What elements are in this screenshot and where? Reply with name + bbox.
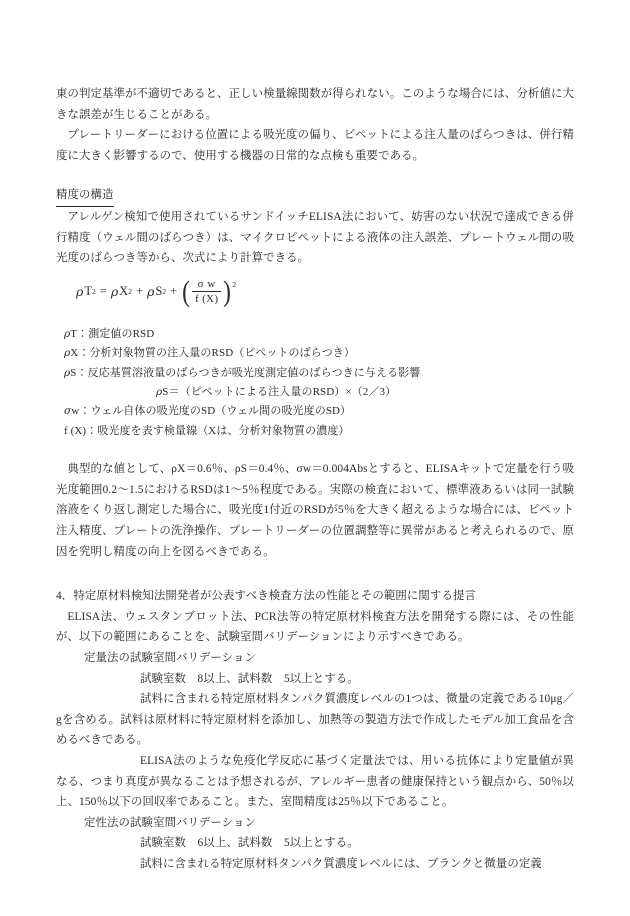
formula-var-s: S [155,284,163,299]
definition-symbol: ρ [64,327,71,340]
quantitative-item-3: ELISA法のような免疫化学反応に基づく定量法では、用いる抗体により定量値が異なる、つまり真度が異なることは予想されるが、アレルギー患者の健康保持という観点から、50％以上、150％以下の回収率であること。また、室間精度は25％以下であること。 [56,754,574,809]
subsection-qualitative-label: 定性法の試験室間バリデーション [84,816,256,829]
formula-paren-open: ( [182,274,191,308]
formula-fraction-group [181,274,237,308]
section4-intro: ELISA法、ウェスタンブロット法、PCR法等の特定原材料検査方法を開発する際には、その性能が、以下の範囲にあることを、試験室間バリデーションにより示すべきである。 [56,610,574,644]
paragraph-precision-intro: アレルゲン検知で使用されているサンドイッチELISA法において、妨害のない状況で達成できる併行精度（ウェル間のばらつき）は、マイクロピペットによる液体の注入誤差、プレートウェル間の吸光度のばらつき等から、次式により計算できる。 [56,210,574,265]
definition-separator: ： [76,366,88,379]
section4-title-text: 特定原材料検知法開発者が公表すべき検査方法の性能とその範囲に関する提言 [73,590,476,603]
definition-variable: X [70,347,79,360]
spacer [56,562,574,586]
quantitative-item-2: 試料に含まれる特定原材料タンパク質濃度レベルの1つは、微量の定義である10μg／gを含める。試料は原材料に特定原材料を添加し、加熱等の製造方法で作成したモデル加工食品を含めるべきである。 [56,693,574,747]
formula-fraction [191,278,222,305]
paragraph-typical-values: 典型的な値として、ρX＝0.6％、ρS＝0.4％、σw＝0.004Absとすると、ELISAキットで定量を行う吸光度範囲0.2〜1.5におけるRSDは1〜5％程度である。実際の検査において、標準液あるいは同一試験溶液をくり返し測定した場合に、吸光度1付近のRSDが5％を大きく超えるような場合には、ピペット注入精度、プレートの洗浄操作、プレートリーダーの位置調整等に異常があると考えられるので、原因を究明し精度の向上を図るべきである。 [56,463,574,558]
formula-plus-1: + [135,284,144,299]
definition-line [56,364,574,383]
definition-variable: S [70,366,77,379]
definition-sub-text: ＝（ピペットによる注入量のRSD）×（2／3） [168,385,397,398]
heading-precision-structure-wrap [56,184,574,207]
definition-text: 吸光度を表す検量線（Xは、分析対象物質の濃度） [97,424,350,437]
qualitative-item-2: 試料に含まれる特定原材料タンパク質濃度レベルには、ブランクと微量の定義 [140,857,542,870]
formula-paren-exponent: 2 [232,279,237,289]
definition-separator: ： [77,327,89,340]
spacer [56,166,574,184]
section4-title [56,586,574,607]
definition-variable: T [70,327,78,340]
formula-definitions [56,325,574,441]
definition-text: ウェル自体の吸光度のSD（ウェル間の吸光度のSD） [90,405,352,418]
definition-line [56,422,574,441]
definition-symbol: σ [64,405,72,418]
definition-separator: ： [79,405,91,418]
formula-plus-2: + [170,284,178,299]
spacer [56,315,574,325]
definition-sub-line [56,383,574,402]
formula-equals: = [99,284,107,299]
definition-symbol: ρ [64,366,71,379]
definition-sub-symbol: ρ [156,385,163,398]
section4-number: 4． [56,590,74,603]
heading-precision-structure: 精度の構造 [56,185,114,207]
definition-symbol: ρ [64,347,71,360]
page-content [56,84,574,874]
formula-var-t: T [84,284,92,299]
paragraph-continuation: 東の判定基準が不適切であると、正しい検量線関数が得られない。このような場合には、分析値に大きな誤差が生じることがある。 [56,88,574,121]
quantitative-item-1: 試験室数 8以上、試料数 5以上とする。 [140,672,359,685]
definition-variable: f (X) [64,424,87,437]
formula-denominator: f (X) [192,291,221,305]
definition-separator: ： [78,347,90,360]
formula-numerator: σ w [197,278,216,291]
definition-sub-variable: S [162,385,169,398]
definition-variable: w [71,405,80,418]
qualitative-item-1: 試験室数 6以上、試料数 5以上とする。 [140,837,359,850]
precision-formula: ρ T 2 = ρ X 2 + ρ S 2 + ( $\frac{\text{σ w}}{f (X)}$ ) 2 [76,274,237,308]
paragraph-plate-reader: プレートリーダーにおける位置による吸光度の偏り、ピペットによる注入量のばらつきは、併行精度に大きく影響するので、使用する機器の日常的な点検も重要である。 [56,129,574,162]
definition-line [56,344,574,363]
definition-line [56,325,574,344]
subsection-quantitative-label: 定量法の試験室間バリデーション [84,651,256,664]
spacer [56,441,574,459]
formula-rho-t: ρ [76,284,84,300]
definition-text: 測定値のRSD [88,327,155,340]
definition-separator: ： [86,424,98,437]
definition-text: 分析対象物質の注入量のRSD（ピペットのばらつき） [89,347,356,360]
formula-rho-x: ρ [110,284,119,300]
formula-rho-s: ρ [147,284,155,300]
definition-line [56,402,574,421]
definition-text: 反応基質溶液量のばらつきが吸光度測定値のばらつきに与える影響 [87,366,421,379]
formula-var-x: X [119,284,129,299]
formula-paren-close: ) [223,274,232,308]
